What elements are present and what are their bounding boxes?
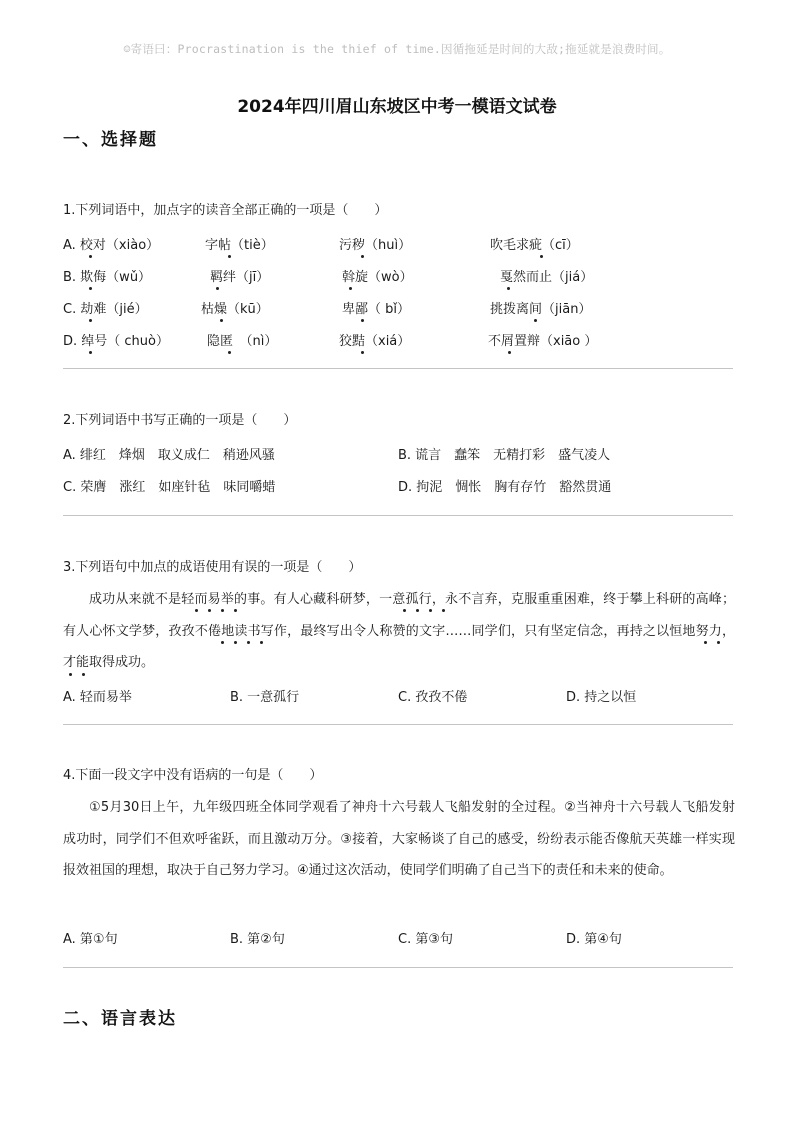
emphasis-dot <box>228 351 231 354</box>
option-cell: 挑拨离间（jiān） <box>490 302 592 317</box>
emphasis-dot <box>220 319 223 322</box>
emphasis-dot <box>195 609 198 612</box>
emphasis-dot <box>361 351 364 354</box>
option-cell: 羁绊（jī） <box>210 270 270 285</box>
divider <box>63 724 733 725</box>
question-2-stem: 2.下列词语中书写正确的一项是（ ） <box>63 413 297 428</box>
option-cell: 卑鄙（ bǐ） <box>342 302 410 317</box>
emphasis-dot <box>234 641 237 644</box>
option-cell: 隐匿 （nì） <box>207 334 278 349</box>
option-cell: B. 欺侮（wǔ） <box>63 270 152 285</box>
emphasis-dot <box>508 351 511 354</box>
question-2-option-a: A. 绯红 烽烟 取义成仁 稍逊风骚 <box>63 448 275 463</box>
emphasis-dot <box>89 255 92 258</box>
emphasis-dot <box>349 287 352 290</box>
question-3-passage: 成功从来就不是轻而易举的事。有人心藏科研梦，一意孤行，永不言弃，克服重重困难，终于攀上科研的高峰；有人心怀文学梦，孜孜不倦地读书写作，最终写出令人称赞的文字……同学们，只有坚定信念，再持之以恒地努力，才能取得成功。 <box>63 592 735 670</box>
emphasis-dot <box>429 609 432 612</box>
question-3-option-b: B. 一意孤行 <box>230 690 300 705</box>
option-cell: A. 校对（xiào） <box>63 238 160 253</box>
question-3-stem: 3.下列语句中加点的成语使用有误的一项是（ ） <box>63 560 362 575</box>
emphasis-dot <box>361 319 364 322</box>
question-4-option-b: B. 第②句 <box>230 932 285 947</box>
emphasis-dot <box>208 609 211 612</box>
option-cell: 斡旋（wò） <box>342 270 413 285</box>
divider <box>63 515 733 516</box>
question-4-option-c: C. 第③句 <box>398 932 453 947</box>
document-title: 2024年四川眉山东坡区中考一模语文试卷 <box>237 97 557 117</box>
question-2-option-b: B. 谎言 蠢笨 无精打彩 盛气凌人 <box>398 448 611 463</box>
divider <box>63 967 733 968</box>
question-4-option-d: D. 第④句 <box>566 932 622 947</box>
option-cell: D. 绰号（ chuò） <box>63 334 169 349</box>
question-1-stem: 1.下列词语中，加点字的读音全部正确的一项是（ ） <box>63 203 388 218</box>
emphasis-dot <box>89 287 92 290</box>
emphasis-dot <box>82 673 85 676</box>
emphasis-dot <box>361 255 364 258</box>
section-heading-language: 二、语言表达 <box>63 1009 177 1029</box>
emphasis-dot <box>260 641 263 644</box>
emphasis-dot <box>89 351 92 354</box>
option-cell: 污秽（huì） <box>339 238 412 253</box>
option-cell: 吹毛求疵（cī） <box>490 238 579 253</box>
emphasis-dot <box>221 641 224 644</box>
option-cell: 枯燥（kū） <box>201 302 269 317</box>
emphasis-dot <box>416 609 419 612</box>
emphasis-dot <box>534 319 537 322</box>
emphasis-dot <box>69 673 72 676</box>
emphasis-dot <box>540 255 543 258</box>
emphasis-dot <box>234 609 237 612</box>
question-4-stem: 4.下面一段文字中没有语病的一句是（ ） <box>63 768 323 783</box>
option-cell: 戛然而止（jiá） <box>500 270 594 285</box>
header-motto: ☺寄语曰：Procrastination is the thief of time.因循拖延是时间的大敌;拖延就是浪费时间。 <box>123 42 671 56</box>
emphasis-dot <box>507 287 510 290</box>
emphasis-dot <box>704 641 707 644</box>
emphasis-dot <box>442 609 445 612</box>
option-cell: C. 劫难（jié） <box>63 302 148 317</box>
question-3-option-d: D. 持之以恒 <box>566 690 637 705</box>
option-cell: 字帖（tiè） <box>205 238 274 253</box>
question-3-option-a: A. 轻而易举 <box>63 690 132 705</box>
question-3-option-c: C. 孜孜不倦 <box>398 690 468 705</box>
question-2-option-d: D. 拘泥 惆怅 胸有存竹 豁然贯通 <box>398 480 612 495</box>
emphasis-dot <box>221 609 224 612</box>
emphasis-dot <box>717 641 720 644</box>
option-cell: 不屑置辩（xiāo ） <box>488 334 598 349</box>
divider <box>63 368 733 369</box>
emphasis-dot <box>216 287 219 290</box>
emphasis-dot <box>247 641 250 644</box>
emphasis-dot <box>89 319 92 322</box>
question-2-option-c: C. 荣膺 涨红 如座针毡 味同嚼蜡 <box>63 480 276 495</box>
emphasis-dot <box>228 255 231 258</box>
section-heading-choice: 一、选择题 <box>63 130 158 150</box>
question-4-option-a: A. 第①句 <box>63 932 118 947</box>
option-cell: 狡黠（xiá） <box>339 334 411 349</box>
emphasis-dot <box>403 609 406 612</box>
question-4-passage: ①5月30日上午，九年级四班全体同学观看了神舟十六号载人飞船发射的全过程。②当神舟十六号载人飞船发射成功时，同学们不但欢呼雀跃，而且激动万分。③接着，大家畅谈了自己的感受，纷纷表示能否像航天英雄一样实现报效祖国的理想，取决于自己努力学习。④通过这次活动，使同学们明确了自己当下的责任和未来的使命。 <box>63 800 735 878</box>
